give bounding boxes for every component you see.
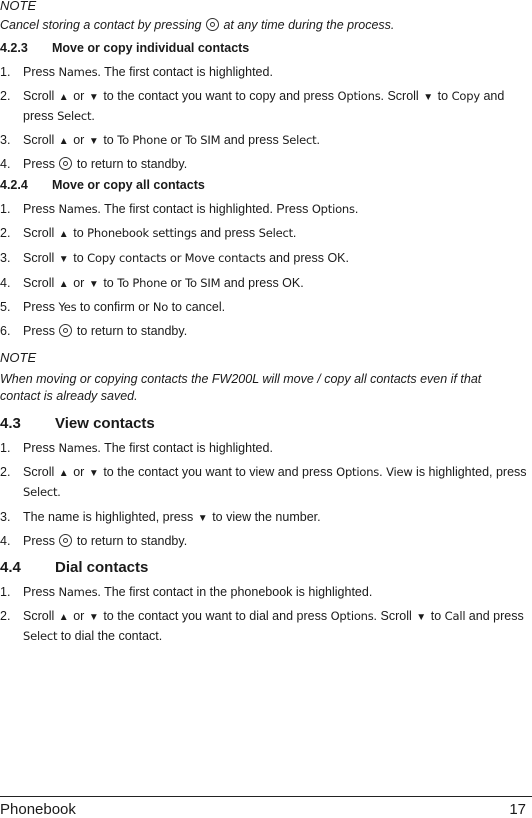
footer-divider bbox=[0, 796, 532, 797]
up-arrow-icon: ▲ bbox=[58, 279, 69, 290]
down-arrow-icon: ▼ bbox=[88, 468, 99, 479]
section-heading: 4.2.4 Move or copy all contacts bbox=[0, 178, 205, 192]
note-title: NOTE bbox=[0, 0, 37, 13]
note-text: Cancel storing a contact by pressing at any time during the process. bbox=[0, 18, 395, 32]
section-heading: 4.2.3 Move or copy individual contacts bbox=[0, 41, 250, 55]
ok-key-icon bbox=[59, 324, 72, 337]
up-arrow-icon: ▲ bbox=[58, 92, 69, 103]
note-text: When moving or copying contacts the FW200L will move / copy all contacts even if that contact is already saved. bbox=[0, 372, 482, 403]
note-title: NOTE bbox=[0, 350, 37, 365]
down-arrow-icon: ▼ bbox=[58, 254, 69, 265]
up-arrow-icon: ▲ bbox=[58, 468, 69, 479]
page-number: 17 bbox=[509, 801, 526, 818]
down-arrow-icon: ▼ bbox=[423, 92, 434, 103]
up-arrow-icon: ▲ bbox=[58, 612, 69, 623]
up-arrow-icon: ▲ bbox=[58, 136, 69, 147]
section-heading: 4.3 View contacts bbox=[0, 415, 155, 432]
footer-section-name: Phonebook bbox=[0, 801, 76, 818]
down-arrow-icon: ▼ bbox=[88, 92, 99, 103]
manual-page: NOTE Cancel storing a contact by pressing at any time during the process. 4.2.3 Move or copy individual contacts 1. Press Names. The first contact is highlighted. 2. Scroll ▲ or ▼ to the contact you want to copy and press Options. Scroll ▼ to Copy and press Select. 3. Scroll ▲ or ▼ to To Phone or To SIM and press Select. 4. Press to return to standby. 4.2.4 Move or copy all contacts 1. Press Names. The first contact is highlighted. Press Options. 2. Scroll ▲ to Phonebook settings and press Select. 3. Scroll ▼ to Copy contacts or Move contacts and press OK. 4. Scroll ▲ or ▼ to To Phone or To SIM and press OK. 5. Press Yes to confirm or No to cancel. 6. Press to return to standby. NOTE When moving or copying contacts the FW200L will move / copy all contacts even if that contact is already saved. 4.3 View contacts 1. Press Names. The first contact is highlighted. 2. Scroll ▲ or ▼ to the contact you want to view and press Options. View is highlighted, press Select. 3. The name is highlighted, press ▼ to view the number. 4. Press to return to standby. 4.4 Dial contacts 1. Press Names. The first contact in the phonebook is highlighted. 2. Scroll ▲ or ▼ to the contact you want to dial and press Options. Scroll ▼ to Call and press Select to dial the contact. Phonebook 17 bbox=[0, 0, 532, 817]
down-arrow-icon: ▼ bbox=[88, 612, 99, 623]
ok-key-icon bbox=[206, 18, 219, 31]
down-arrow-icon: ▼ bbox=[88, 136, 99, 147]
down-arrow-icon: ▼ bbox=[197, 513, 208, 524]
down-arrow-icon: ▼ bbox=[88, 279, 99, 290]
ok-key-icon bbox=[59, 157, 72, 170]
down-arrow-icon: ▼ bbox=[416, 612, 427, 623]
section-heading: 4.4 Dial contacts bbox=[0, 559, 149, 576]
up-arrow-icon: ▲ bbox=[58, 229, 69, 240]
ok-key-icon bbox=[59, 534, 72, 547]
